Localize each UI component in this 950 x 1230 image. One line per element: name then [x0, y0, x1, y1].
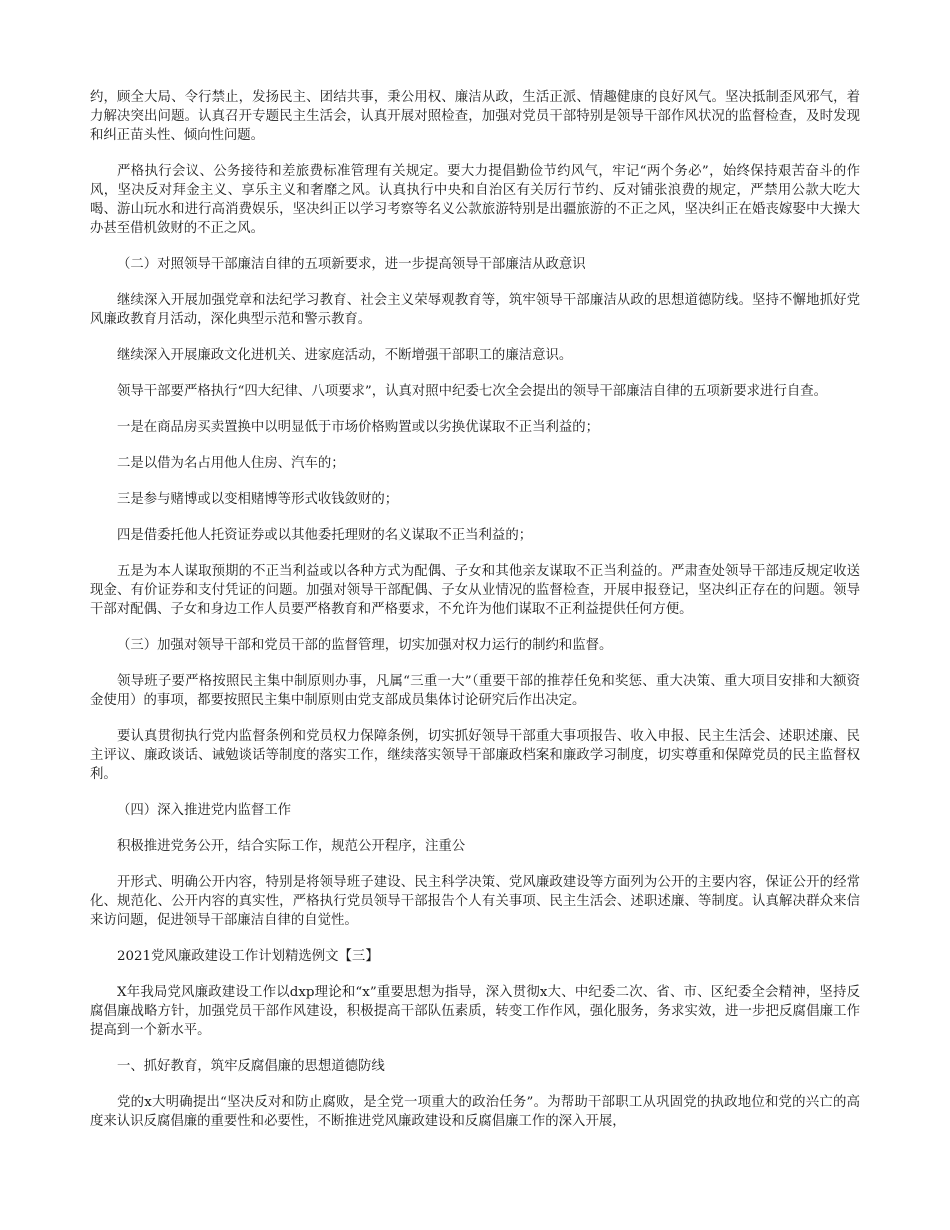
paragraph: 党的x大明确提出“坚决反对和防止腐败，是全党一项重大的政治任务”。为帮助干部职工从巩固党的执政地位和党的兴亡的高度来认识反腐倡廉的重要性和必要性，不断推进党风廉政建设和反腐倡廉工作的深入开展，	[90, 1095, 860, 1129]
list-item: 三是参与赌博或以变相赌博等形式收钱敛财的；	[117, 492, 399, 507]
paragraph: 继续深入开展廉政文化进机关、进家庭活动，不断增强干部职工的廉洁意识。	[117, 348, 573, 363]
paragraph: 约，顾全大局、令行禁止，发扬民主、团结共事，秉公用权、廉洁从政，生活正派、情趣健康的良好风气。坚决抵制歪风邪气，着力解决突出问题。认真召开专题民主生活会，认真开展对照检查，加强对党员干部特别是领导干部作风状况的监督检查，及时发现和纠正苗头性、倾向性问题。	[90, 90, 860, 143]
section-heading: 一、抓好教育，筑牢反腐倡廉的思想道德防线	[117, 1059, 385, 1074]
paragraph: 严格执行会议、公务接待和差旅费标准管理有关规定。要大力提倡勤俭节约风气，牢记“两个务必”，始终保持艰苦奋斗的作风，坚决反对拜金主义、享乐主义和奢靡之风。认真执行中央和自治区有关厉行节约、反对铺张浪费的规定，严禁用公款大吃大喝、游山玩水和进行高消费娱乐，坚决纠正以学习考察等名义公款旅游特别是出疆旅游的不正之风，坚决纠正在婚丧嫁娶中大操大办甚至借机敛财的不正之风。	[90, 164, 860, 236]
paragraph: 积极推进党务公开，结合实际工作，规范公开程序，注重公	[117, 839, 466, 854]
section-heading: （二）对照领导干部廉洁自律的五项新要求，进一步提高领导干部廉洁从政意识	[117, 257, 586, 272]
article-title: 2021党风廉政建设工作计划精选例文【三】	[117, 949, 379, 964]
section-heading: （三）加强对领导干部和党员干部的监督管理，切实加强对权力运行的制约和监督。	[117, 638, 613, 653]
document-page	[90, 88, 860, 1148]
list-item: 二是以借为名占用他人住房、汽车的；	[117, 456, 345, 471]
paragraph: 领导班子要严格按照民主集中制原则办事，凡属“三重一大”（重要干部的推荐任免和奖惩、重大决策、重大项目安排和大额资金使用）的事项，都要按照民主集中制原则由党支部成员集体讨论研究后作出决定。	[90, 674, 860, 708]
list-item: 一是在商品房买卖置换中以明显低于市场价格购置或以劣换优谋取不正当利益的；	[117, 420, 600, 435]
paragraph: 要认真贯彻执行党内监督条例和党员权力保障条例，切实抓好领导干部重大事项报告、收入申报、民主生活会、述职述廉、民主评议、廉政谈话、诫勉谈话等制度的落实工作，继续落实领导干部廉政档案和廉政学习制度，切实尊重和保障党员的民主监督权利。	[90, 729, 860, 782]
paragraph: 领导干部要严格执行“四大纪律、八项要求”，认真对照中纪委七次全会提出的领导干部廉洁自律的五项新要求进行自查。	[117, 384, 827, 399]
paragraph: 继续深入开展加强党章和法纪学习教育、社会主义荣辱观教育等，筑牢领导干部廉洁从政的思想道德防线。坚持不懈地抓好党风廉政教育月活动，深化典型示范和警示教育。	[90, 293, 860, 327]
paragraph: X年我局党风廉政建设工作以dxp理论和“x”重要思想为指导，深入贯彻x大、中纪委二次、省、市、区纪委全会精神，坚持反腐倡廉战略方针，加强党员干部作风建设，积极提高干部队伍素质，转变工作作风，强化服务，务求实效，进一步把反腐倡廉工作提高到一个新水平。	[90, 985, 860, 1038]
paragraph: 开形式、明确公开内容，特别是将领导班子建设、民主科学决策、党风廉政建设等方面列为公开的主要内容，保证公开的经常化、规范化、公开内容的真实性，严格执行党员领导干部报告个人有关事项、民主生活会、述职述廉、等制度。认真解决群众来信来访问题，促进领导干部廉洁自律的自觉性。	[90, 875, 860, 928]
section-heading: （四）深入推进党内监督工作	[117, 803, 292, 818]
list-item: 五是为本人谋取预期的不正当利益或以各种方式为配偶、子女和其他亲友谋取不正当利益的。严肃查处领导干部违反规定收送现金、有价证券和支付凭证的问题。加强对领导干部配偶、子女从业情况的监督检查，开展申报登记，坚决纠正存在的问题。领导干部对配偶、子女和身边工作人员要严格教育和严格要求，不允许为他们谋取不正利益提供任何方便。	[90, 564, 860, 617]
list-item: 四是借委托他人托资证券或以其他委托理财的名义谋取不正当利益的；	[117, 528, 533, 543]
